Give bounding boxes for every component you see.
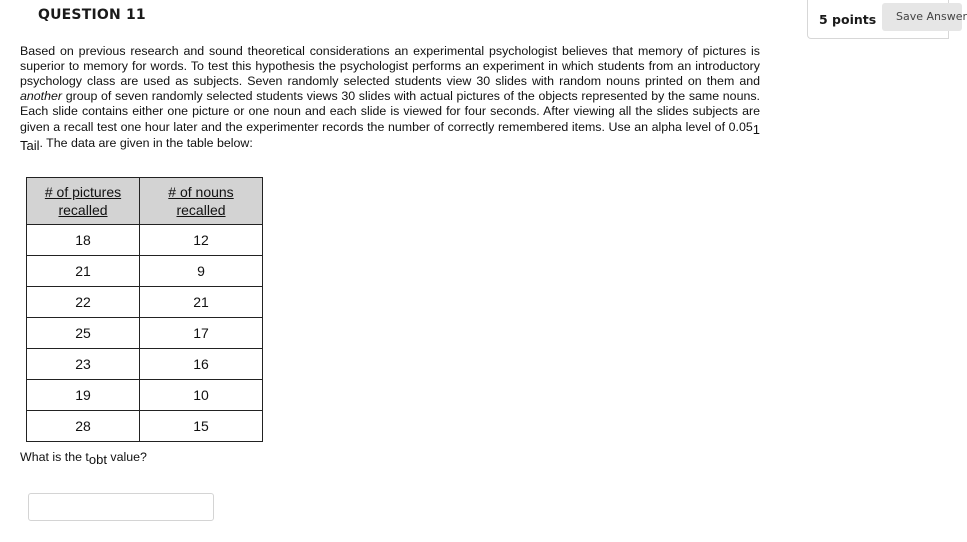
cell-nouns: 17: [140, 318, 263, 349]
cell-nouns: 10: [140, 380, 263, 411]
table-row: [27, 287, 263, 318]
body-text-2: group of seven randomly selected students views 30 slides with actual pictures of the objects represented by the same nouns. Each slide contains either one picture or one noun and each slide is viewed for four seconds. After viewing all the slides subjects are given a recall test one hour later and the experimenter records the number of correctly remembered items. Use an alpha level of 0.05: [20, 89, 760, 134]
save-answer-button[interactable]: Save Answer: [882, 3, 962, 31]
cell-nouns: 12: [140, 225, 263, 256]
cell-pictures: 28: [27, 411, 140, 442]
cell-nouns: 15: [140, 411, 263, 442]
tobt-subscript: obt: [88, 452, 107, 467]
table-row: [27, 411, 263, 442]
cell-pictures: 22: [27, 287, 140, 318]
table-row: [27, 380, 263, 411]
header-nouns: # of nouns recalled: [140, 178, 263, 225]
table-row: [27, 256, 263, 287]
points-panel: [807, 0, 967, 39]
header-pictures: # of pictures recalled: [27, 178, 140, 225]
cell-pictures: 23: [27, 349, 140, 380]
body-emphasis: another: [20, 89, 63, 103]
cell-nouns: 21: [140, 287, 263, 318]
cell-pictures: 18: [27, 225, 140, 256]
answer-prompt: What is the tobt value?: [20, 450, 147, 467]
body-text-1: Based on previous research and sound theoretical considerations an experimental psychologist believes that memory of pictures is superior to memory for words. To test this hypothesis the psychologist performs an experiment in which students from an introductory psychology class are used as subjects. Seven randomly selected students view 30 slides with random nouns printed on them and: [20, 44, 760, 88]
data-table: [26, 177, 263, 442]
question-title: QUESTION 11: [38, 7, 146, 23]
cell-pictures: 25: [27, 318, 140, 349]
cell-pictures: 19: [27, 380, 140, 411]
answer-input[interactable]: [28, 493, 214, 521]
cell-nouns: 9: [140, 256, 263, 287]
table-row: [27, 349, 263, 380]
table-row: [27, 225, 263, 256]
cell-nouns: 16: [140, 349, 263, 380]
table-row: [27, 318, 263, 349]
body-text-3: . The data are given in the table below:: [39, 136, 253, 150]
points-label: 5 points: [819, 11, 877, 27]
alpha-subscript: 1 Tail: [20, 122, 760, 153]
cell-pictures: 21: [27, 256, 140, 287]
question-body: [20, 44, 760, 151]
